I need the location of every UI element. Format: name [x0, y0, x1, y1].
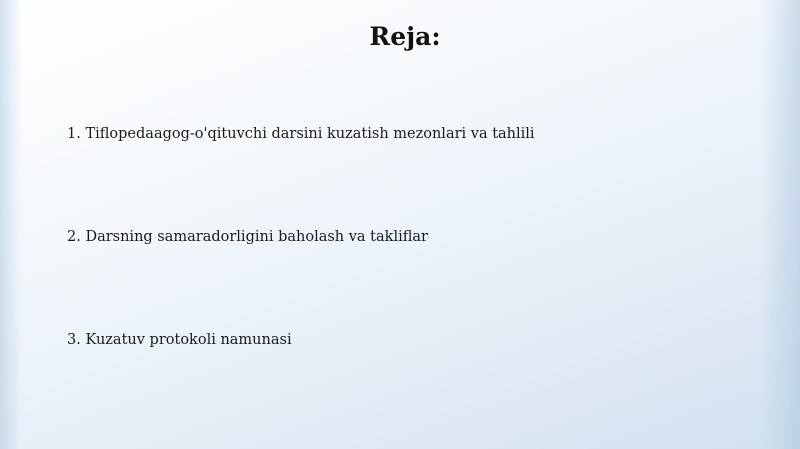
plan-item-3: 3. Kuzatuv protokoli namunasi — [67, 332, 292, 348]
plan-item-2: 2. Darsning samaradorligini baholash va takliflar — [67, 229, 428, 245]
slide-title: Reja: — [369, 22, 441, 51]
plan-item-1: 1. Tiflopedaagog-o'qituvchi darsini kuzatish mezonlari va tahlili — [67, 126, 535, 142]
